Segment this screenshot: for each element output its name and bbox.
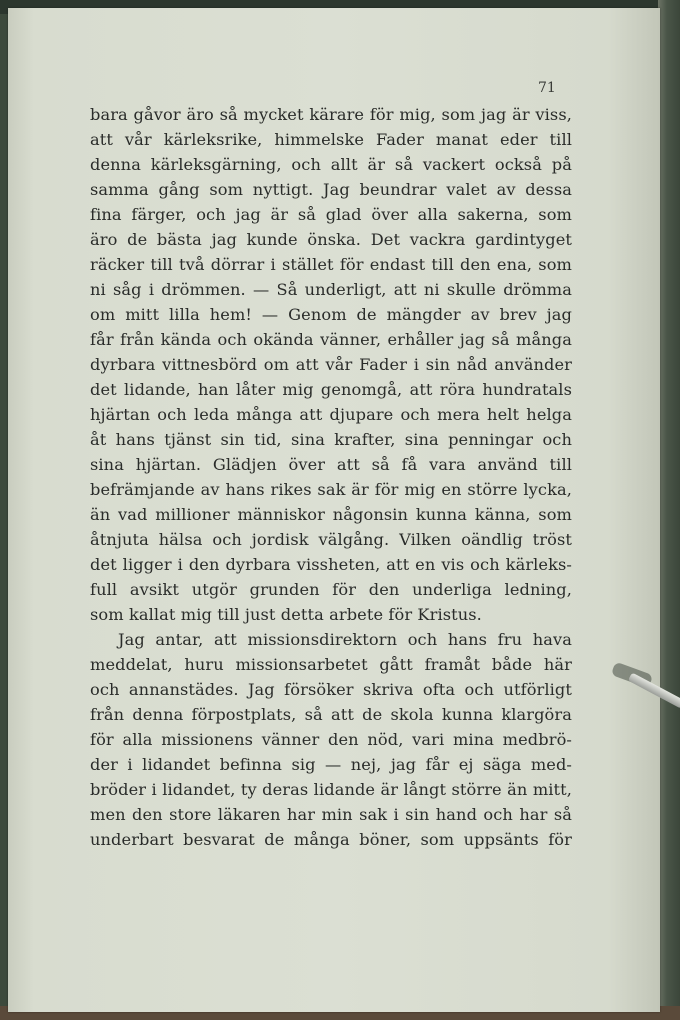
text-line: dyrbara vittnesbörd om att vår Fader i sin nåd använder (90, 355, 572, 374)
text-line: som kallat mig till just detta arbete för Kristus. (90, 605, 482, 624)
body-text (90, 102, 572, 852)
text-line: om mitt lilla hem! — Genom de mängder av brev jag (90, 305, 572, 324)
text-line: för alla missionens vänner den nöd, vari mina medbrö- (90, 730, 572, 749)
book-edge (658, 0, 680, 1020)
text-line: än vad millioner människor någonsin kunna känna, som (90, 505, 572, 524)
text-line: hjärtan och leda många att djupare och mera helt helga (90, 405, 572, 424)
text-line: åt hans tjänst sin tid, sina krafter, sina penningar och (90, 430, 572, 449)
text-line: denna kärleksgärning, och allt är så vackert också på (90, 155, 572, 174)
text-line: full avsikt utgör grunden för den underliga ledning, (90, 580, 572, 599)
text-line: Jag antar, att missionsdirektorn och hans fru hava (118, 630, 572, 649)
text-line: äro de bästa jag kunde önska. Det vackra gardintyget (90, 230, 572, 249)
book-page (8, 8, 660, 1012)
text-line: der i lidandet befinna sig — nej, jag får ej säga med- (90, 755, 572, 774)
text-line: och annanstädes. Jag försöker skriva ofta och utförligt (90, 680, 572, 699)
text-line: från denna förpostplats, så att de skola kunna klargöra (90, 705, 572, 724)
text-line: sina hjärtan. Glädjen över att så få vara använd till (90, 455, 572, 474)
text-line: åtnjuta hälsa och jordisk välgång. Vilken oändlig tröst (90, 530, 572, 549)
text-line: men den store läkaren har min sak i sin hand och har så (90, 805, 572, 824)
text-line: får från kända och okända vänner, erhåller jag så många (90, 330, 572, 349)
text-line: underbart besvarat de många böner, som uppsänts för (90, 830, 572, 849)
text-line: samma gång som nyttigt. Jag beundrar valet av dessa (90, 180, 572, 199)
text-line: det lidande, han låter mig genomgå, att röra hundratals (90, 380, 572, 399)
text-line: ni såg i drömmen. — Så underligt, att ni skulle drömma (90, 280, 572, 299)
text-line: bara gåvor äro så mycket kärare för mig, som jag är viss, (90, 105, 572, 124)
page-number: 71 (538, 80, 556, 96)
text-line: räcker till två dörrar i stället för endast till den ena, som (90, 255, 572, 274)
text-line: bröder i lidandet, ty deras lidande är långt större än mitt, (90, 780, 572, 799)
text-line: befrämjande av hans rikes sak är för mig en större lycka, (90, 480, 572, 499)
text-line: att vår kärleksrike, himmelske Fader manat eder till (90, 130, 572, 149)
text-line: fina färger, och jag är så glad över alla sakerna, som (90, 205, 572, 224)
text-line: meddelat, huru missionsarbetet gått framåt både här (90, 655, 572, 674)
text-line: det ligger i den dyrbara vissheten, att en vis och kärleks- (90, 555, 572, 574)
